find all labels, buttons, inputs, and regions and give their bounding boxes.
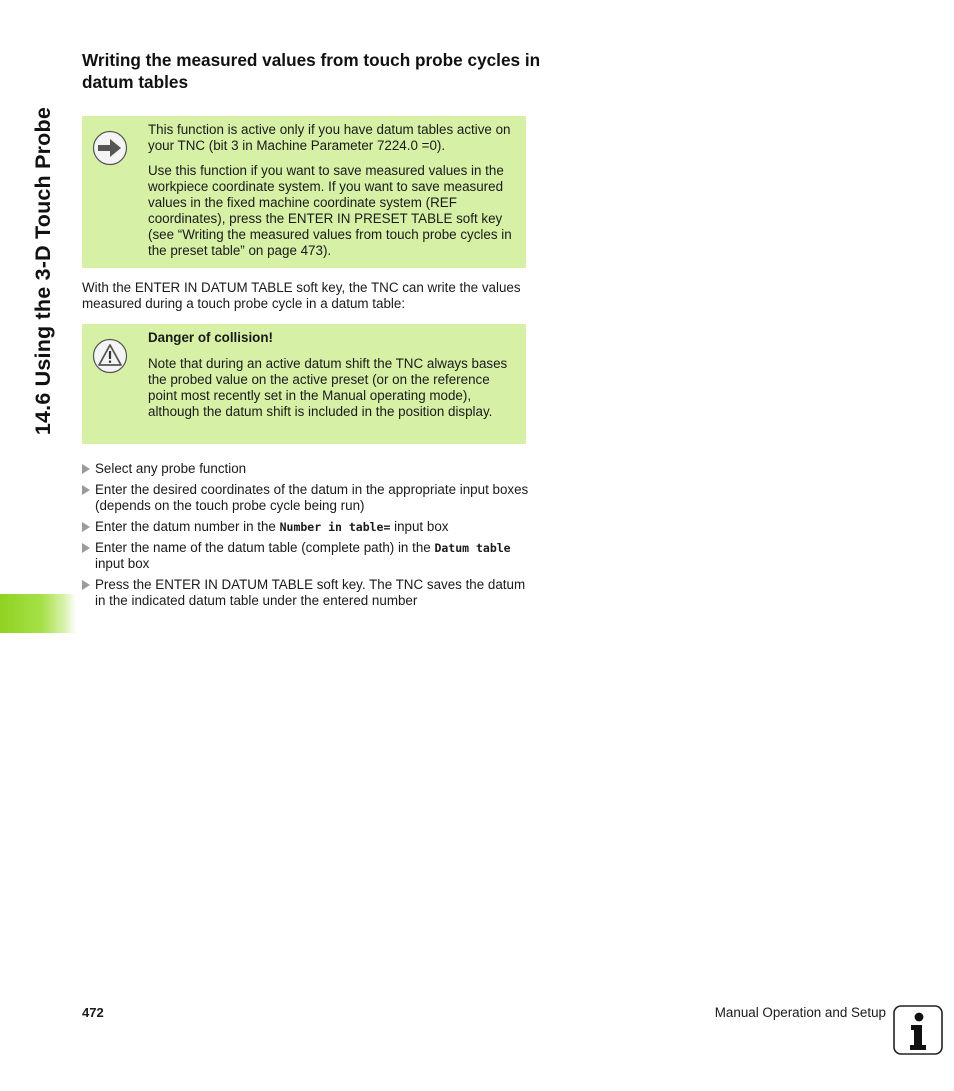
warning-icon [92,338,128,374]
warning-note [82,324,526,444]
section-title-vertical [28,50,58,435]
step-text: Enter the desired coordinates of the datum in the appropriate input boxes (depends on the touch probe cycle being run) [95,482,529,513]
page-number: 472 [82,1005,104,1020]
chapter-title: Manual Operation and Setup [714,1005,886,1020]
step-code: Number in table= [279,520,391,534]
chapter-tab-marker [0,594,76,633]
step-list [82,461,532,614]
step-text: Enter the name of the datum table (complete path) in the [95,540,435,555]
intro-paragraph: With the ENTER IN DATUM TABLE soft key, the TNC can write the values measured during a touch probe cycle in a datum table: [82,280,521,311]
step-text-after: input box [390,519,449,534]
warning-note-text [148,330,516,429]
bullet-triangle-icon [82,522,90,532]
bullet-triangle-icon [82,485,90,495]
list-item [82,482,532,514]
section-heading: Writing the measured values from touch probe cycles in datum tables [82,50,541,92]
arrow-right-icon [92,130,128,166]
info-note-text [148,122,516,268]
list-item [82,461,532,477]
info-icon [893,1005,943,1055]
section-title-text: 14.6 Using the 3-D Touch Probe [30,106,55,435]
step-text: Enter the datum number in the [95,519,280,534]
warning-title: Danger of collision! [148,330,273,345]
bullet-triangle-icon [82,464,90,474]
list-item [82,577,532,609]
info-note-paragraph: Use this function if you want to save measured values in the workpiece coordinate system. If you want to save measured values in the fixed machine coordinate system (REF coordinates), press the ENTER IN PRESET TABLE soft key (see “Writing the measured values from touch probe cycles in the preset table” on page 473). [148,163,512,258]
list-item [82,519,532,535]
bullet-triangle-icon [82,543,90,553]
warning-body: Note that during an active datum shift the TNC always bases the probed value on the active preset (or on the reference point most recently set in the Manual operating mode), although the datum shift is included in the position display. [148,356,508,419]
step-text-after: input box [95,556,150,571]
step-text: Select any probe function [95,461,247,476]
bullet-triangle-icon [82,580,90,590]
step-text: Press the ENTER IN DATUM TABLE soft key. The TNC saves the datum in the indicated datum table under the entered number [95,577,526,608]
info-note [82,116,526,268]
info-note-paragraph: This function is active only if you have datum tables active on your TNC (bit 3 in Machine Parameter 7224.0 =0). [148,122,511,153]
list-item [82,540,532,572]
step-code: Datum table [434,541,511,555]
